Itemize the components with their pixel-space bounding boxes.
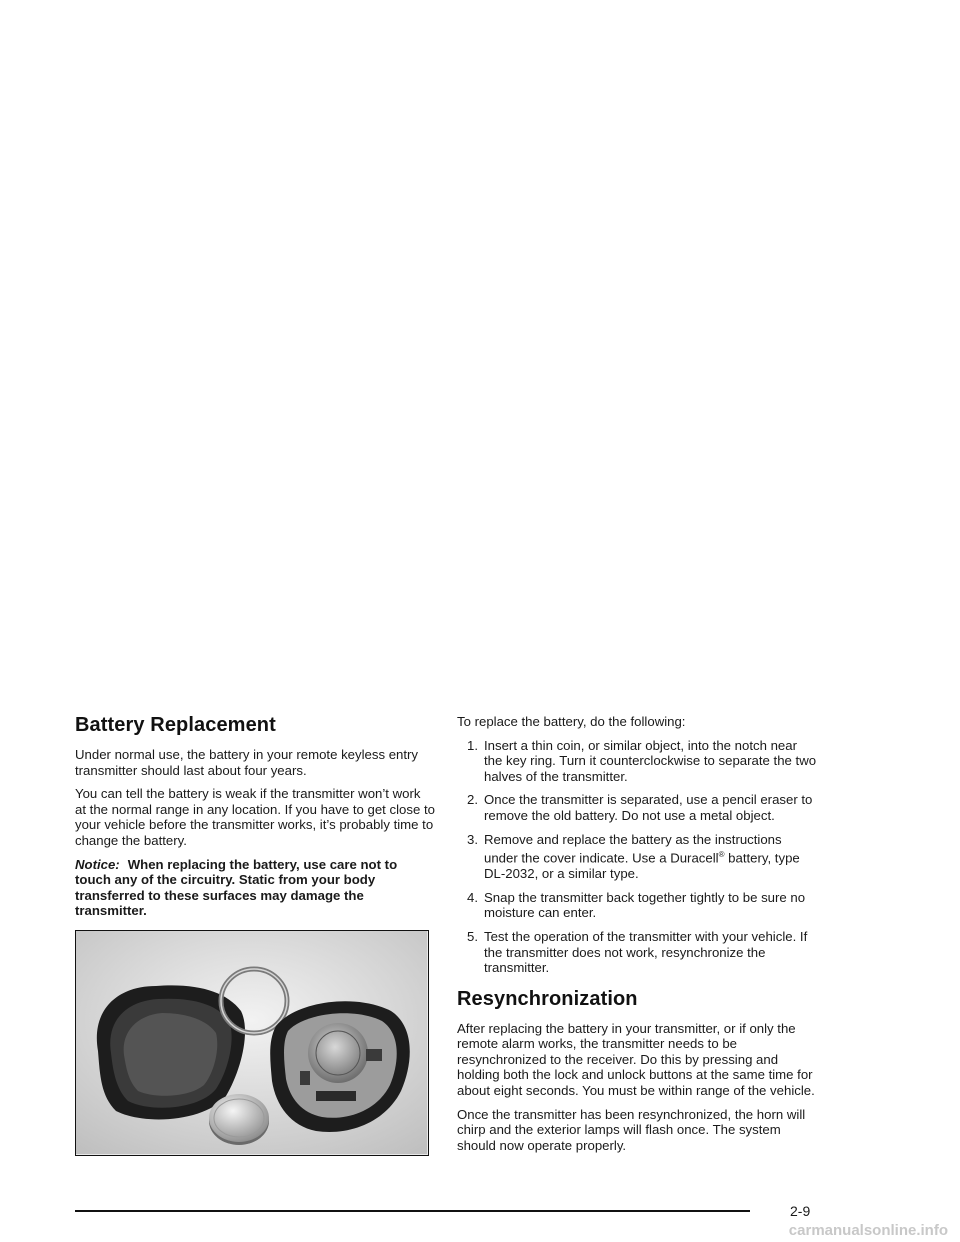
step-text: Snap the transmitter back together tightly to be sure no moisture can enter. [484, 889, 806, 921]
step-text: Insert a thin coin, or similar object, into the notch near the key ring. Turn it counterclockwise to separate the two halves of the transmitter. [484, 737, 817, 784]
step-5 [457, 929, 817, 976]
battery-replacement-heading: Battery Replacement [75, 714, 276, 736]
transmitter-illustration [76, 931, 427, 1154]
left-column [75, 714, 435, 927]
step-3 [457, 832, 817, 882]
step-number: 2. [467, 792, 478, 808]
step-2 [457, 792, 817, 823]
replacement-steps-list [457, 738, 817, 976]
steps-intro: To replace the battery, do the following: [457, 714, 686, 729]
resync-confirmation-paragraph: Once the transmitter has been resynchronized, the horn will chirp and the exterior lamps will flash once. The system should now operate properly. [457, 1106, 806, 1153]
page-number: 2-9 [790, 1203, 811, 1219]
footer-rule [75, 1210, 750, 1212]
step-4 [457, 890, 817, 921]
right-column [457, 714, 817, 1161]
transmitter-photo [75, 930, 429, 1156]
step-text-after: battery, type DL-2032, or a similar type. [484, 850, 800, 882]
step-number: 5. [467, 928, 478, 944]
step-text: Test the operation of the transmitter with your vehicle. If the transmitter does not work, resynchronize the transmitter. [484, 928, 808, 976]
step-number: 3. [467, 831, 478, 847]
watermark: carmanualsonline.info [788, 1222, 948, 1239]
notice-label: Notice: [75, 856, 120, 872]
registered-mark: ® [718, 850, 725, 860]
battery-life-paragraph: Under normal use, the battery in your remote keyless entry transmitter should last about four years. [75, 747, 419, 778]
notice-paragraph [75, 857, 435, 919]
step-text: Once the transmitter is separated, use a pencil eraser to remove the old battery. Do not use a metal object. [484, 792, 813, 823]
resync-paragraph: After replacing the battery in your transmitter, or if only the remote alarm works, the transmitter needs to be resynchronized to the receiver. Do this by pressing and holding both the lock and unlock buttons at the same time for about eight seconds. You must be within range of the vehicle. [457, 1020, 815, 1099]
notice-text: When replacing the battery, use care not to touch any of the circuitry. Static from your body transferred to these surfaces may damage the transmitter. [75, 856, 398, 919]
resynchronization-heading: Resynchronization [457, 987, 638, 1010]
step-1 [457, 738, 817, 785]
step-number: 1. [467, 737, 478, 753]
step-number: 4. [467, 889, 478, 905]
step-text-before: Remove and replace the battery as the instructions under the cover indicate. Use a Duracell [484, 831, 782, 866]
weak-battery-paragraph: You can tell the battery is weak if the transmitter won’t work at the normal range in any location. If you have to get close to your vehicle before the transmitter works, it’s probably time to change the battery. [75, 786, 435, 848]
